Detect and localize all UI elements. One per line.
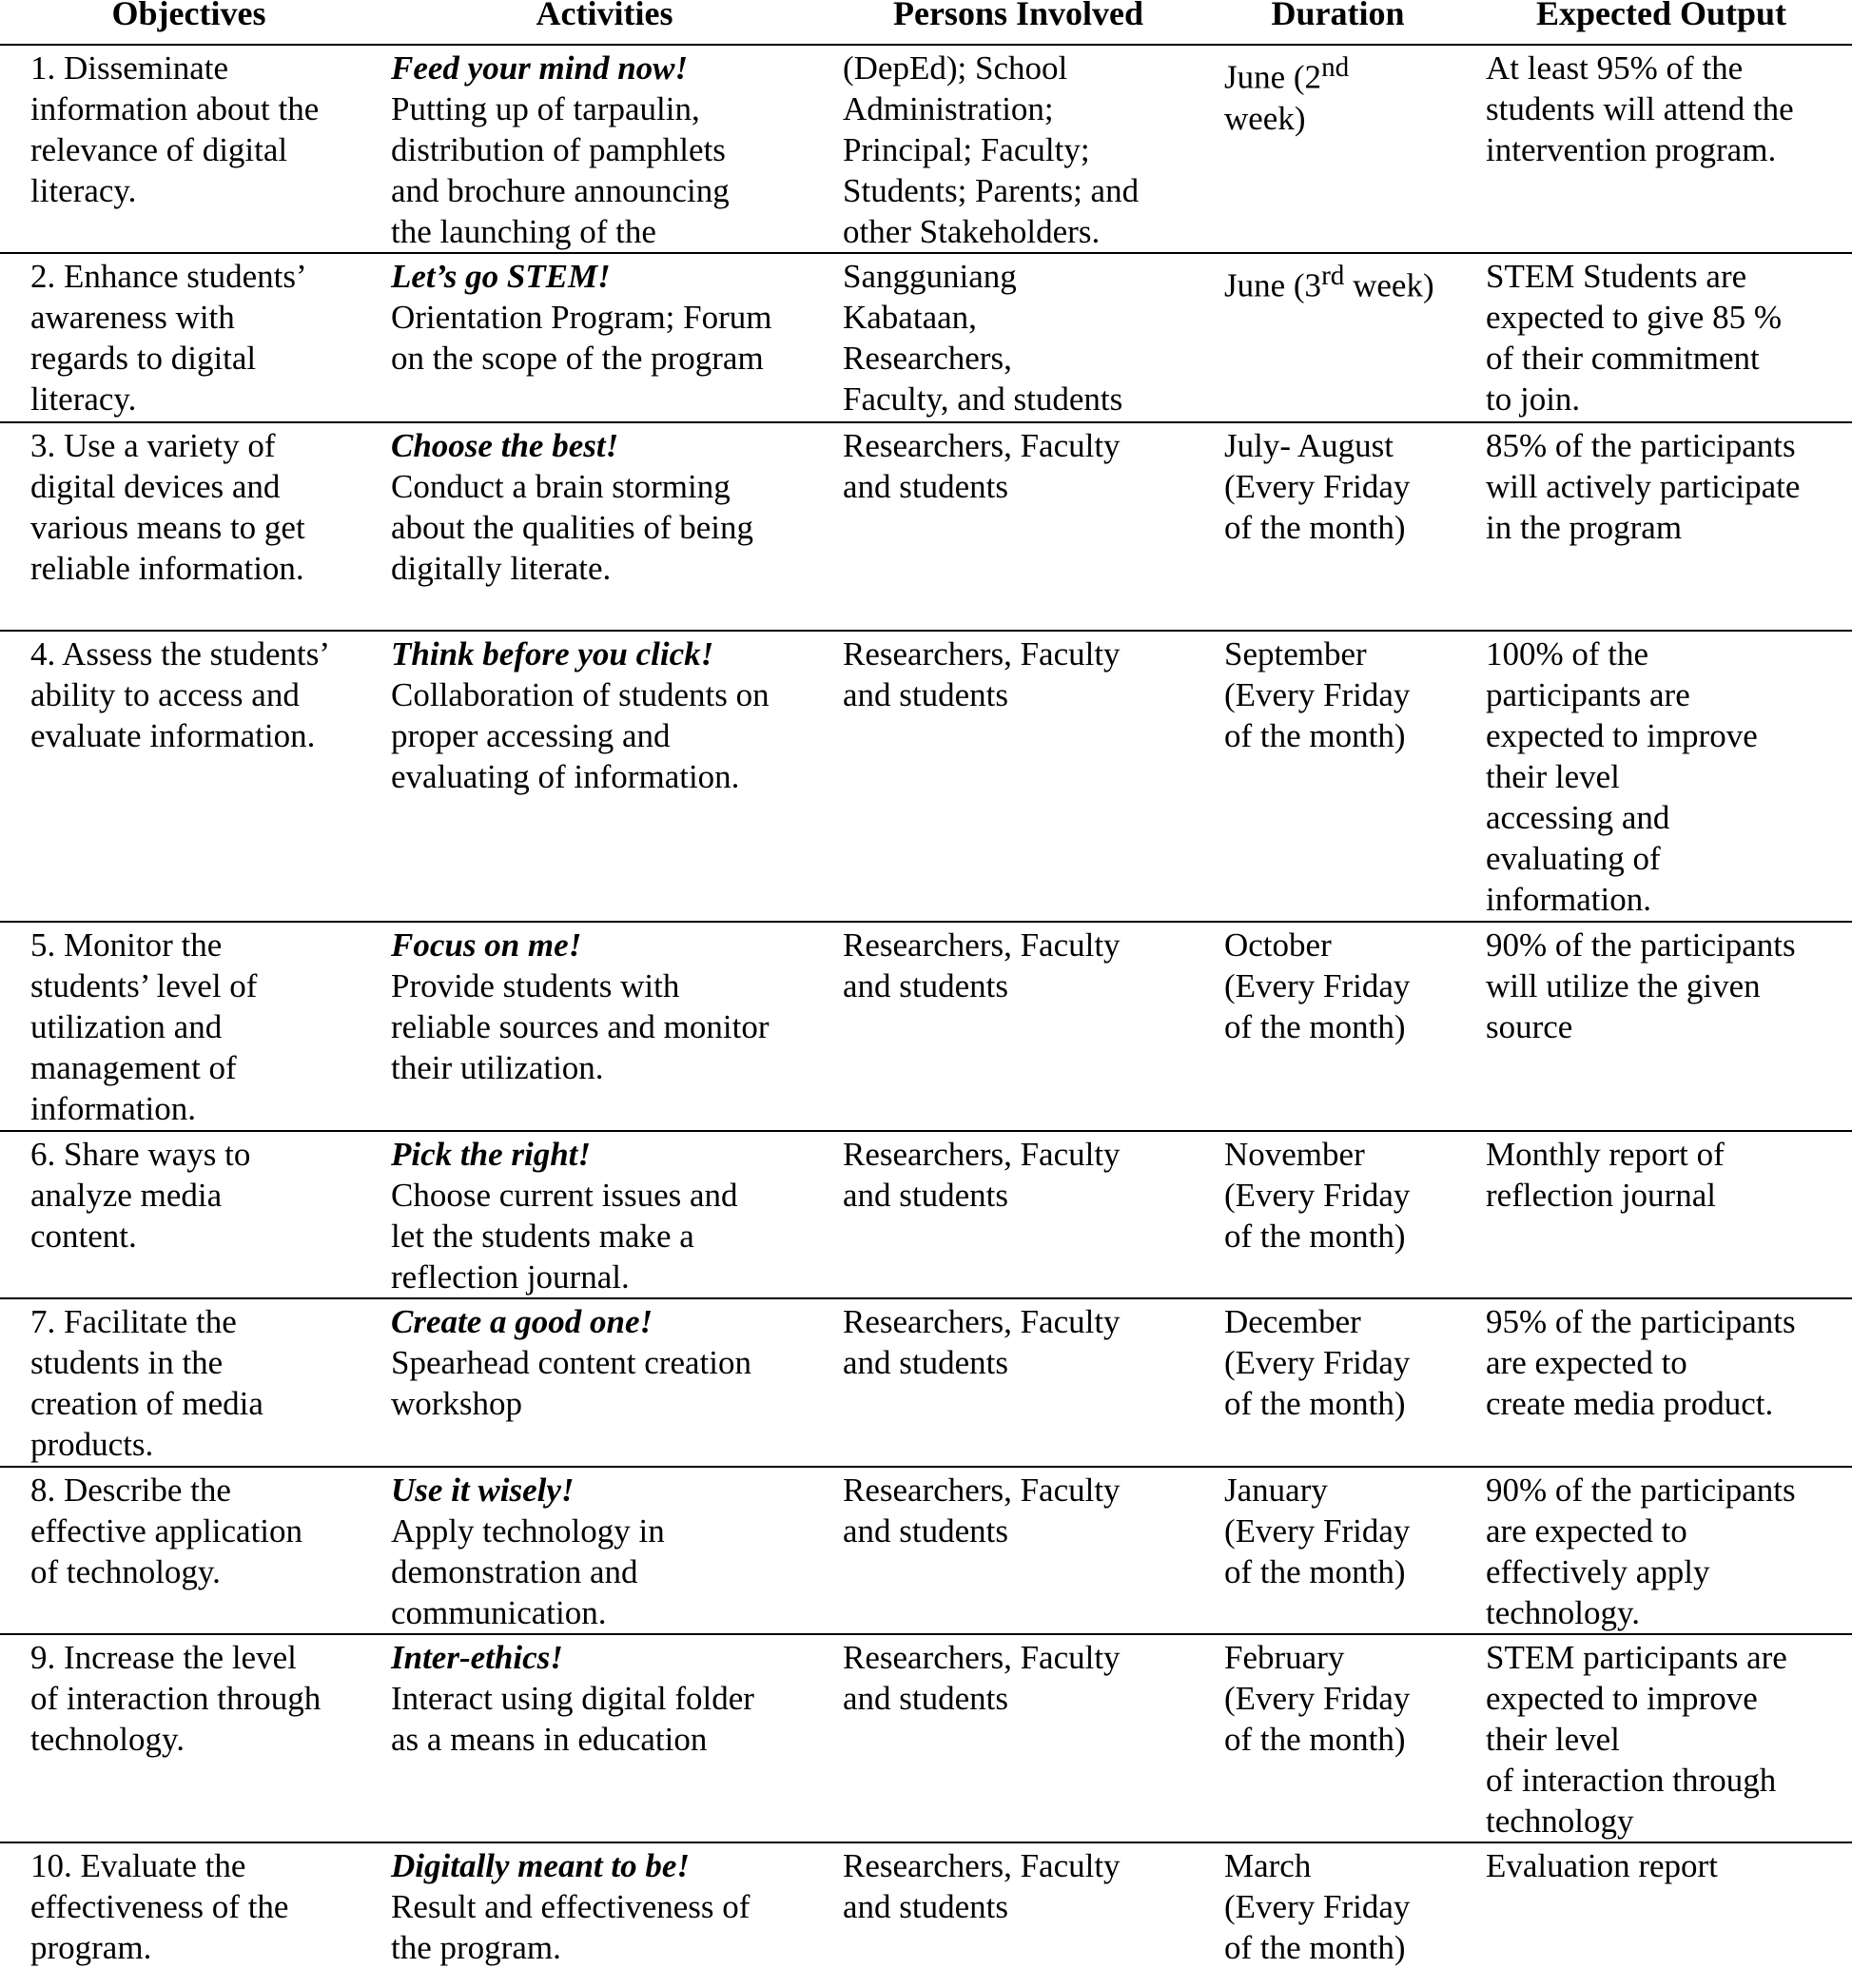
activity-text: Conduct a brain storming about the qualities of being digitally literate. — [391, 468, 754, 587]
persons-cell — [831, 1634, 1205, 1842]
activity-title: Pick the right! — [391, 1136, 592, 1173]
persons-cell — [831, 253, 1205, 422]
persons-cell — [831, 1842, 1205, 1988]
duration-superscript: nd — [1321, 52, 1350, 83]
persons-text: Researchers, Faculty and students — [843, 635, 1121, 713]
table-row — [0, 922, 1852, 1131]
output-text: 90% of the participants are expected to effectively apply technology. — [1486, 1472, 1796, 1631]
table-row — [0, 1842, 1852, 1988]
output-cell — [1471, 631, 1852, 922]
activity-title: Create a good one! — [391, 1303, 653, 1340]
table-row — [0, 1131, 1852, 1298]
duration-cell — [1205, 1298, 1471, 1467]
objective-cell — [0, 631, 378, 922]
table-row — [0, 422, 1852, 631]
header-objectives: Objectives — [0, 0, 378, 45]
output-text: STEM participants are expected to improve their level of interaction through technology — [1486, 1639, 1787, 1840]
duration-cell — [1205, 45, 1471, 253]
persons-text: Sangguniang Kabataan, Researchers, Faculty, and students — [843, 258, 1123, 418]
output-text: Monthly report of reflection journal — [1486, 1136, 1725, 1214]
output-cell — [1471, 1131, 1852, 1298]
duration-text: February (Every Friday of the month) — [1224, 1639, 1411, 1758]
objective-cell — [0, 1634, 378, 1842]
duration-text: January (Every Friday of the month) — [1224, 1472, 1411, 1590]
duration-cell — [1205, 422, 1471, 631]
output-text: 100% of the participants are expected to improve their level accessing and evaluating of information. — [1486, 635, 1758, 918]
persons-text: Researchers, Faculty and students — [843, 1136, 1121, 1214]
output-text: 85% of the participants will actively participate in the program — [1486, 427, 1801, 546]
objective-cell — [0, 422, 378, 631]
duration-text: October (Every Friday of the month) — [1224, 926, 1411, 1045]
persons-cell — [831, 1467, 1205, 1634]
header-duration: Duration — [1205, 0, 1471, 45]
duration-text: November (Every Friday of the month) — [1224, 1136, 1411, 1255]
activity-cell — [378, 1842, 831, 1988]
table-row — [0, 45, 1852, 253]
output-cell — [1471, 1842, 1852, 1988]
duration-text: July- August (Every Friday of the month) — [1224, 427, 1411, 546]
duration-text: June (2 — [1224, 58, 1322, 96]
duration-cell — [1205, 253, 1471, 422]
objective-text: 5. Monitor the students’ level of utilization and management of information. — [30, 926, 258, 1127]
output-cell — [1471, 1298, 1852, 1467]
duration-superscript: rd — [1321, 261, 1345, 291]
activity-title: Focus on me! — [391, 926, 582, 964]
objective-text: 8. Describe the effective application of technology. — [30, 1472, 303, 1590]
activity-text: Interact using digital folder as a means in education — [391, 1680, 754, 1758]
duration-text-rest: week) — [1344, 266, 1434, 304]
objective-text: 10. Evaluate the effectiveness of the program. — [30, 1847, 289, 1966]
table-row — [0, 1298, 1852, 1467]
persons-text: Researchers, Faculty and students — [843, 1847, 1121, 1925]
activity-text: Provide students with reliable sources and monitor their utilization. — [391, 967, 770, 1086]
activity-cell — [378, 1131, 831, 1298]
output-cell — [1471, 45, 1852, 253]
duration-text: September (Every Friday of the month) — [1224, 635, 1411, 754]
activity-cell — [378, 1467, 831, 1634]
persons-cell — [831, 422, 1205, 631]
activity-title: Use it wisely! — [391, 1472, 575, 1509]
table-header-row — [0, 0, 1852, 45]
output-cell — [1471, 422, 1852, 631]
activity-title: Feed your mind now! — [391, 49, 689, 87]
persons-text: Researchers, Faculty and students — [843, 1303, 1121, 1381]
objective-cell — [0, 253, 378, 422]
duration-text: March (Every Friday of the month) — [1224, 1847, 1411, 1966]
objective-text: 7. Facilitate the students in the creation of media products. — [30, 1303, 263, 1463]
persons-cell — [831, 1298, 1205, 1467]
duration-text-rest: week) — [1224, 99, 1306, 137]
persons-cell — [831, 1131, 1205, 1298]
objective-text: 9. Increase the level of interaction through technology. — [30, 1639, 322, 1758]
persons-text: (DepEd); School Administration; Principal; Faculty; Students; Parents; and other Stakeholders. — [843, 49, 1140, 250]
activity-title: Inter-ethics! — [391, 1639, 563, 1676]
duration-cell — [1205, 1634, 1471, 1842]
objective-cell — [0, 45, 378, 253]
output-text: 95% of the participants are expected to create media product. — [1486, 1303, 1796, 1422]
persons-text: Researchers, Faculty and students — [843, 427, 1121, 505]
objective-text: 3. Use a variety of digital devices and various means to get reliable information. — [30, 427, 305, 587]
persons-cell — [831, 631, 1205, 922]
activity-cell — [378, 422, 831, 631]
duration-cell — [1205, 1131, 1471, 1298]
output-cell — [1471, 1634, 1852, 1842]
objective-cell — [0, 1298, 378, 1467]
duration-cell — [1205, 922, 1471, 1131]
activity-text: Result and effectiveness of the program. — [391, 1888, 751, 1966]
duration-cell — [1205, 1467, 1471, 1634]
activity-text: Choose current issues and let the students make a reflection journal. — [391, 1177, 738, 1296]
activity-cell — [378, 1634, 831, 1842]
persons-text: Researchers, Faculty and students — [843, 1639, 1121, 1717]
activity-cell — [378, 631, 831, 922]
table-row — [0, 631, 1852, 922]
header-activities: Activities — [378, 0, 831, 45]
duration-text: June (3 — [1224, 266, 1322, 304]
activity-cell — [378, 253, 831, 422]
duration-text: December (Every Friday of the month) — [1224, 1303, 1411, 1422]
duration-cell — [1205, 1842, 1471, 1988]
activity-cell — [378, 922, 831, 1131]
output-text: 90% of the participants will utilize the given source — [1486, 926, 1796, 1045]
table-row — [0, 253, 1852, 422]
persons-text: Researchers, Faculty and students — [843, 1472, 1121, 1549]
activity-title: Digitally meant to be! — [391, 1847, 691, 1884]
persons-cell — [831, 922, 1205, 1131]
output-cell — [1471, 922, 1852, 1131]
objective-text: 6. Share ways to analyze media content. — [30, 1136, 251, 1255]
activity-text: Apply technology in demonstration and communication. — [391, 1512, 665, 1631]
output-text: STEM Students are expected to give 85 % of their commitment to join. — [1486, 258, 1783, 418]
output-cell — [1471, 1467, 1852, 1634]
table-row — [0, 1634, 1852, 1842]
header-persons-involved: Persons Involved — [831, 0, 1205, 45]
objective-text: 1. Disseminate information about the relevance of digital literacy. — [30, 49, 320, 209]
activity-text: Collaboration of students on proper accessing and evaluating of information. — [391, 676, 770, 795]
table-row — [0, 1467, 1852, 1634]
persons-text: Researchers, Faculty and students — [843, 926, 1121, 1004]
output-cell — [1471, 253, 1852, 422]
activity-title: Think before you click! — [391, 635, 714, 672]
output-text: Evaluation report — [1486, 1847, 1718, 1884]
persons-cell — [831, 45, 1205, 253]
activity-title: Let’s go STEM! — [391, 258, 611, 295]
duration-cell — [1205, 631, 1471, 922]
output-text: At least 95% of the students will attend the intervention program. — [1486, 49, 1794, 168]
objective-text: 2. Enhance students’ awareness with regards to digital literacy. — [30, 258, 307, 418]
objective-cell — [0, 1131, 378, 1298]
objective-cell — [0, 1467, 378, 1634]
activity-cell — [378, 45, 831, 253]
objective-cell — [0, 922, 378, 1131]
objective-text: 4. Assess the students’ ability to access and evaluate information. — [30, 635, 330, 754]
objective-cell — [0, 1842, 378, 1988]
activity-title: Choose the best! — [391, 427, 619, 464]
activity-text: Orientation Program; Forum on the scope of the program — [391, 299, 772, 377]
activity-cell — [378, 1298, 831, 1467]
activity-text: Putting up of tarpaulin, distribution of pamphlets and brochure announcing the launching of the — [391, 90, 730, 250]
activity-text: Spearhead content creation workshop — [391, 1344, 751, 1422]
header-expected-output: Expected Output — [1471, 0, 1852, 45]
